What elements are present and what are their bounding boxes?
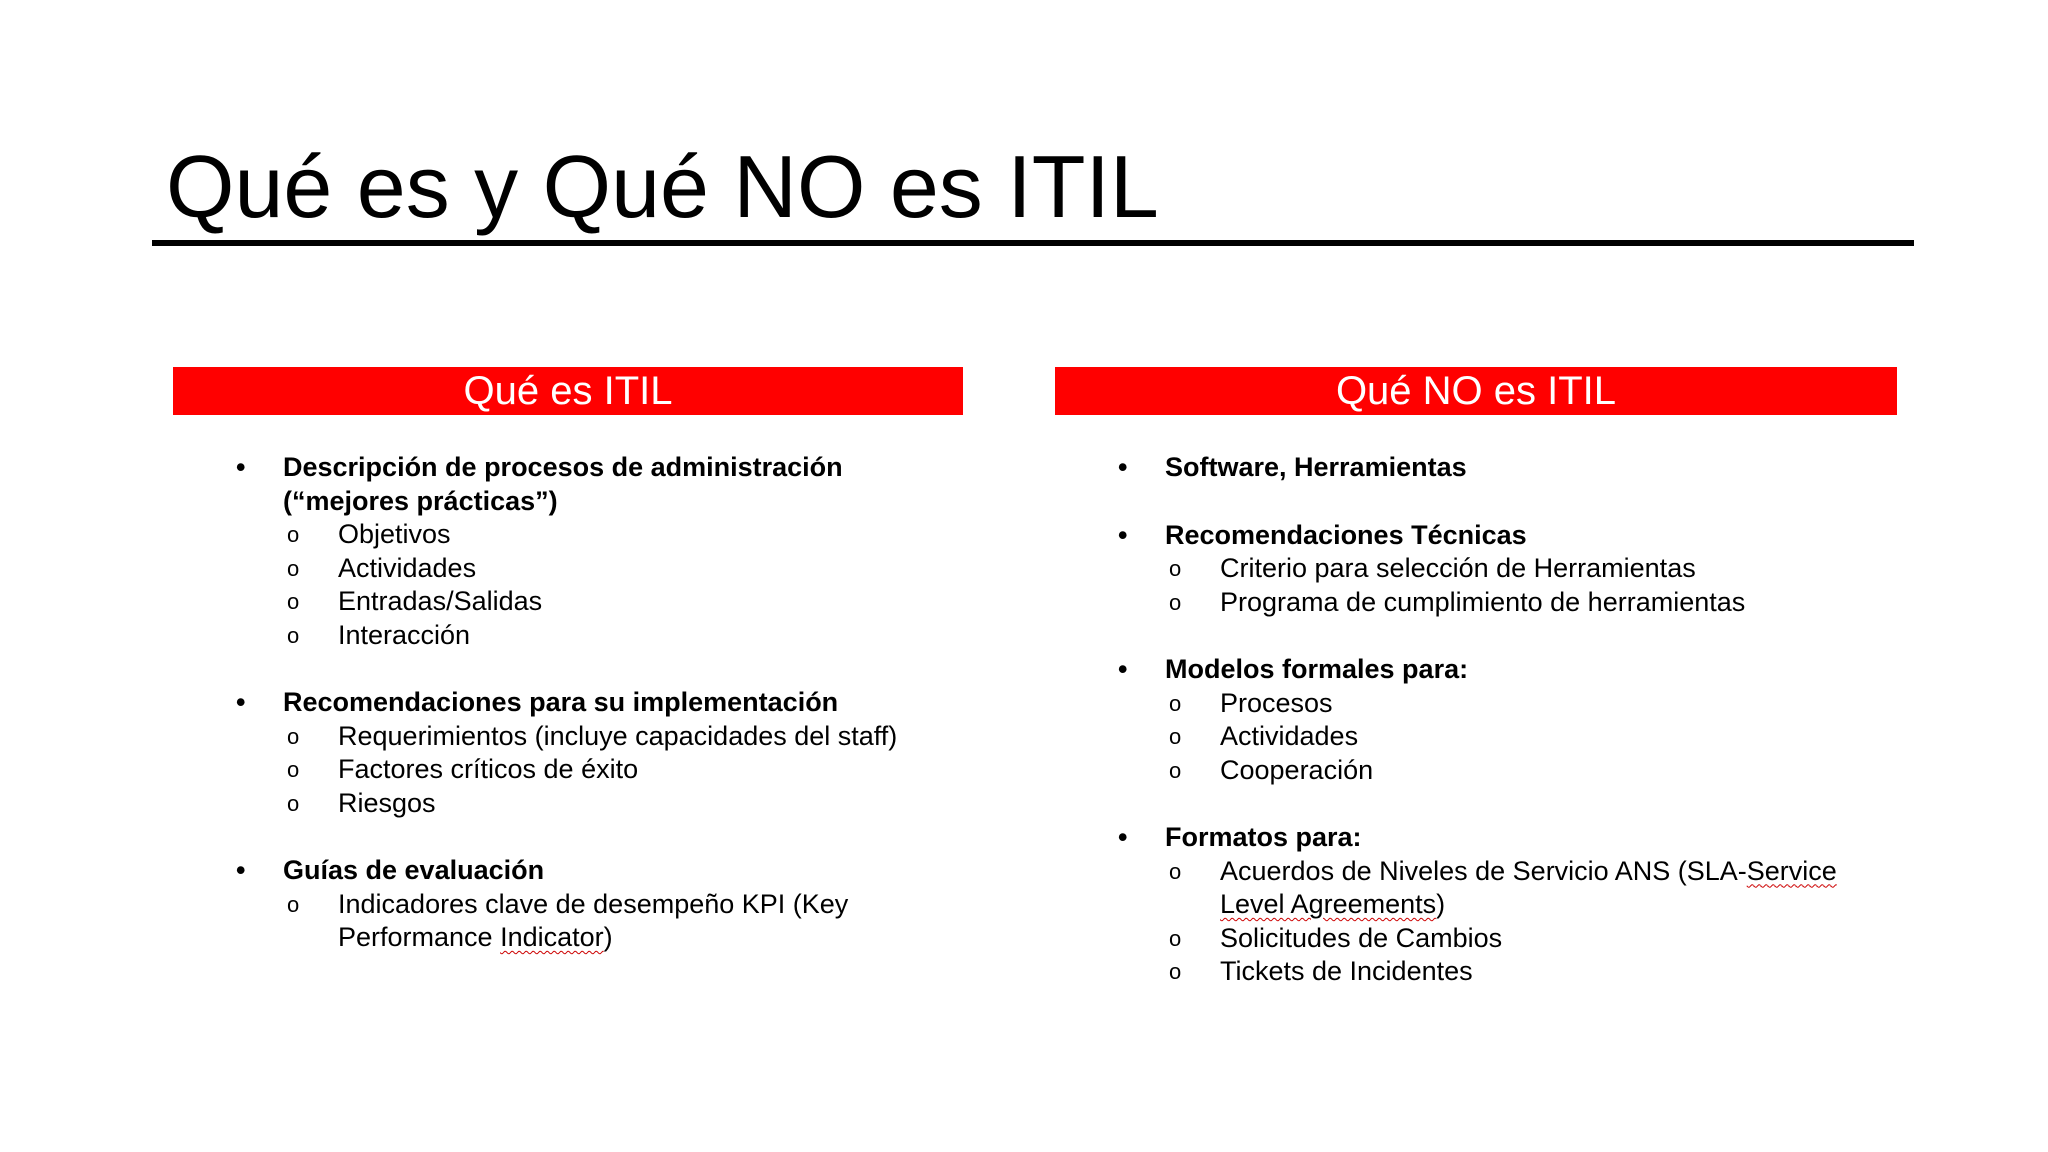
- sub-list: [1165, 687, 1897, 788]
- sub-list-item: [283, 787, 963, 821]
- bullet-icon: •: [1118, 654, 1128, 684]
- list-item: [1118, 821, 1897, 989]
- circle-bullet-icon: o: [1169, 556, 1182, 581]
- sub-list-item: [283, 518, 963, 552]
- bullet-icon: •: [236, 687, 246, 717]
- item-label: Modelos formales para:: [1165, 654, 1469, 684]
- sub-item-label: Solicitudes de Cambios: [1220, 922, 1503, 953]
- circle-bullet-icon: o: [287, 589, 300, 614]
- list-item: [236, 854, 963, 955]
- sub-item-label-end: ): [1436, 889, 1446, 919]
- sub-item-label: Riesgos: [338, 787, 436, 818]
- spellcheck-underlined-word: Indicator: [500, 922, 604, 952]
- sub-list: [283, 720, 963, 821]
- circle-bullet-icon: o: [287, 723, 300, 749]
- sub-item-label: Actividades: [1220, 721, 1359, 751]
- spellcheck-underlined-phrase: Service Level Agreements: [1220, 855, 1837, 919]
- circle-bullet-icon: o: [287, 622, 300, 648]
- circle-bullet-icon: o: [1169, 724, 1182, 749]
- bullet-icon: •: [1118, 822, 1128, 852]
- sub-list-item: [1165, 552, 1897, 586]
- column-que-es-itil: [173, 367, 963, 952]
- circle-bullet-icon: o: [1169, 690, 1182, 716]
- sub-list-item: [283, 552, 963, 586]
- item-label: Software, Herramientas: [1165, 452, 1467, 482]
- sub-list: [1165, 855, 1897, 989]
- sub-item-label: Entradas/Salidas: [338, 586, 543, 616]
- sub-list-item: [1165, 855, 1897, 922]
- sub-item-label: Factores críticos de éxito: [338, 754, 639, 784]
- sub-list-item: [1165, 586, 1897, 620]
- circle-bullet-icon: o: [287, 790, 300, 816]
- item-label: Formatos para:: [1165, 822, 1362, 852]
- sub-item-label: Tickets de Incidentes: [1220, 956, 1473, 986]
- circle-bullet-icon: o: [287, 522, 300, 547]
- sub-list-item: [1165, 720, 1897, 754]
- bullet-icon: •: [1118, 452, 1128, 482]
- circle-bullet-icon: o: [287, 891, 300, 917]
- sub-item-label: Indicadores clave de desempeño KPI (Key Performance: [338, 888, 849, 952]
- column-header-que-no-es: Qué NO es ITIL: [1055, 367, 1897, 415]
- sub-list-item: [1165, 922, 1897, 956]
- slide-title: Qué es y Qué NO es ITIL: [166, 137, 1159, 236]
- sub-item-label: Acuerdos de Niveles de Servicio ANS (SLA-: [1220, 855, 1747, 886]
- que-es-list: [236, 451, 963, 989]
- sub-item-label: Actividades: [338, 552, 477, 583]
- sub-item-label: Interacción: [338, 619, 471, 650]
- circle-bullet-icon: o: [287, 757, 300, 782]
- circle-bullet-icon: o: [1169, 925, 1182, 951]
- bullet-icon: •: [1118, 519, 1128, 550]
- sub-item-label: Procesos: [1220, 687, 1333, 718]
- sub-list: [283, 518, 963, 652]
- bullet-icon: •: [236, 452, 246, 482]
- item-label: Recomendaciones Técnicas: [1165, 519, 1527, 550]
- sub-list-item: [283, 585, 963, 619]
- bullet-icon: •: [236, 855, 246, 885]
- sub-item-label: Criterio para selección de Herramientas: [1220, 553, 1696, 583]
- list-item: [236, 686, 963, 820]
- sub-item-label-end: ): [603, 922, 613, 952]
- sub-list-item: [283, 720, 963, 754]
- circle-bullet-icon: o: [1169, 858, 1182, 884]
- que-no-es-list: [1118, 451, 1897, 1023]
- sub-list-item: [283, 619, 963, 653]
- item-label: Guías de evaluación: [283, 855, 545, 885]
- circle-bullet-icon: o: [287, 555, 300, 581]
- list-item: [1118, 519, 1897, 620]
- column-que-no-es-itil: [1055, 367, 1897, 986]
- sub-item-label: Programa de cumplimiento de herramientas: [1220, 586, 1746, 617]
- sub-list-item: [283, 888, 963, 955]
- circle-bullet-icon: o: [1169, 589, 1182, 615]
- column-header-que-es: Qué es ITIL: [173, 367, 963, 415]
- list-item: [236, 451, 963, 652]
- sub-list-item: [1165, 955, 1897, 989]
- list-item: [1118, 653, 1897, 787]
- sub-list: [1165, 552, 1897, 619]
- item-label: Descripción de procesos de administración (“mejores prácticas”): [283, 452, 843, 516]
- sub-list-item: [283, 753, 963, 787]
- circle-bullet-icon: o: [1169, 959, 1182, 984]
- sub-item-label: Cooperación: [1220, 754, 1374, 785]
- item-label: Recomendaciones para su implementación: [283, 687, 839, 717]
- sub-list-item: [1165, 754, 1897, 788]
- sub-item-label: Objetivos: [338, 519, 451, 549]
- list-item: [1118, 451, 1897, 485]
- sub-list-item: [1165, 687, 1897, 721]
- sub-list: [283, 888, 963, 955]
- circle-bullet-icon: o: [1169, 757, 1182, 783]
- title-divider: [152, 240, 1914, 246]
- sub-item-label: Requerimientos (incluye capacidades del staff): [338, 720, 898, 751]
